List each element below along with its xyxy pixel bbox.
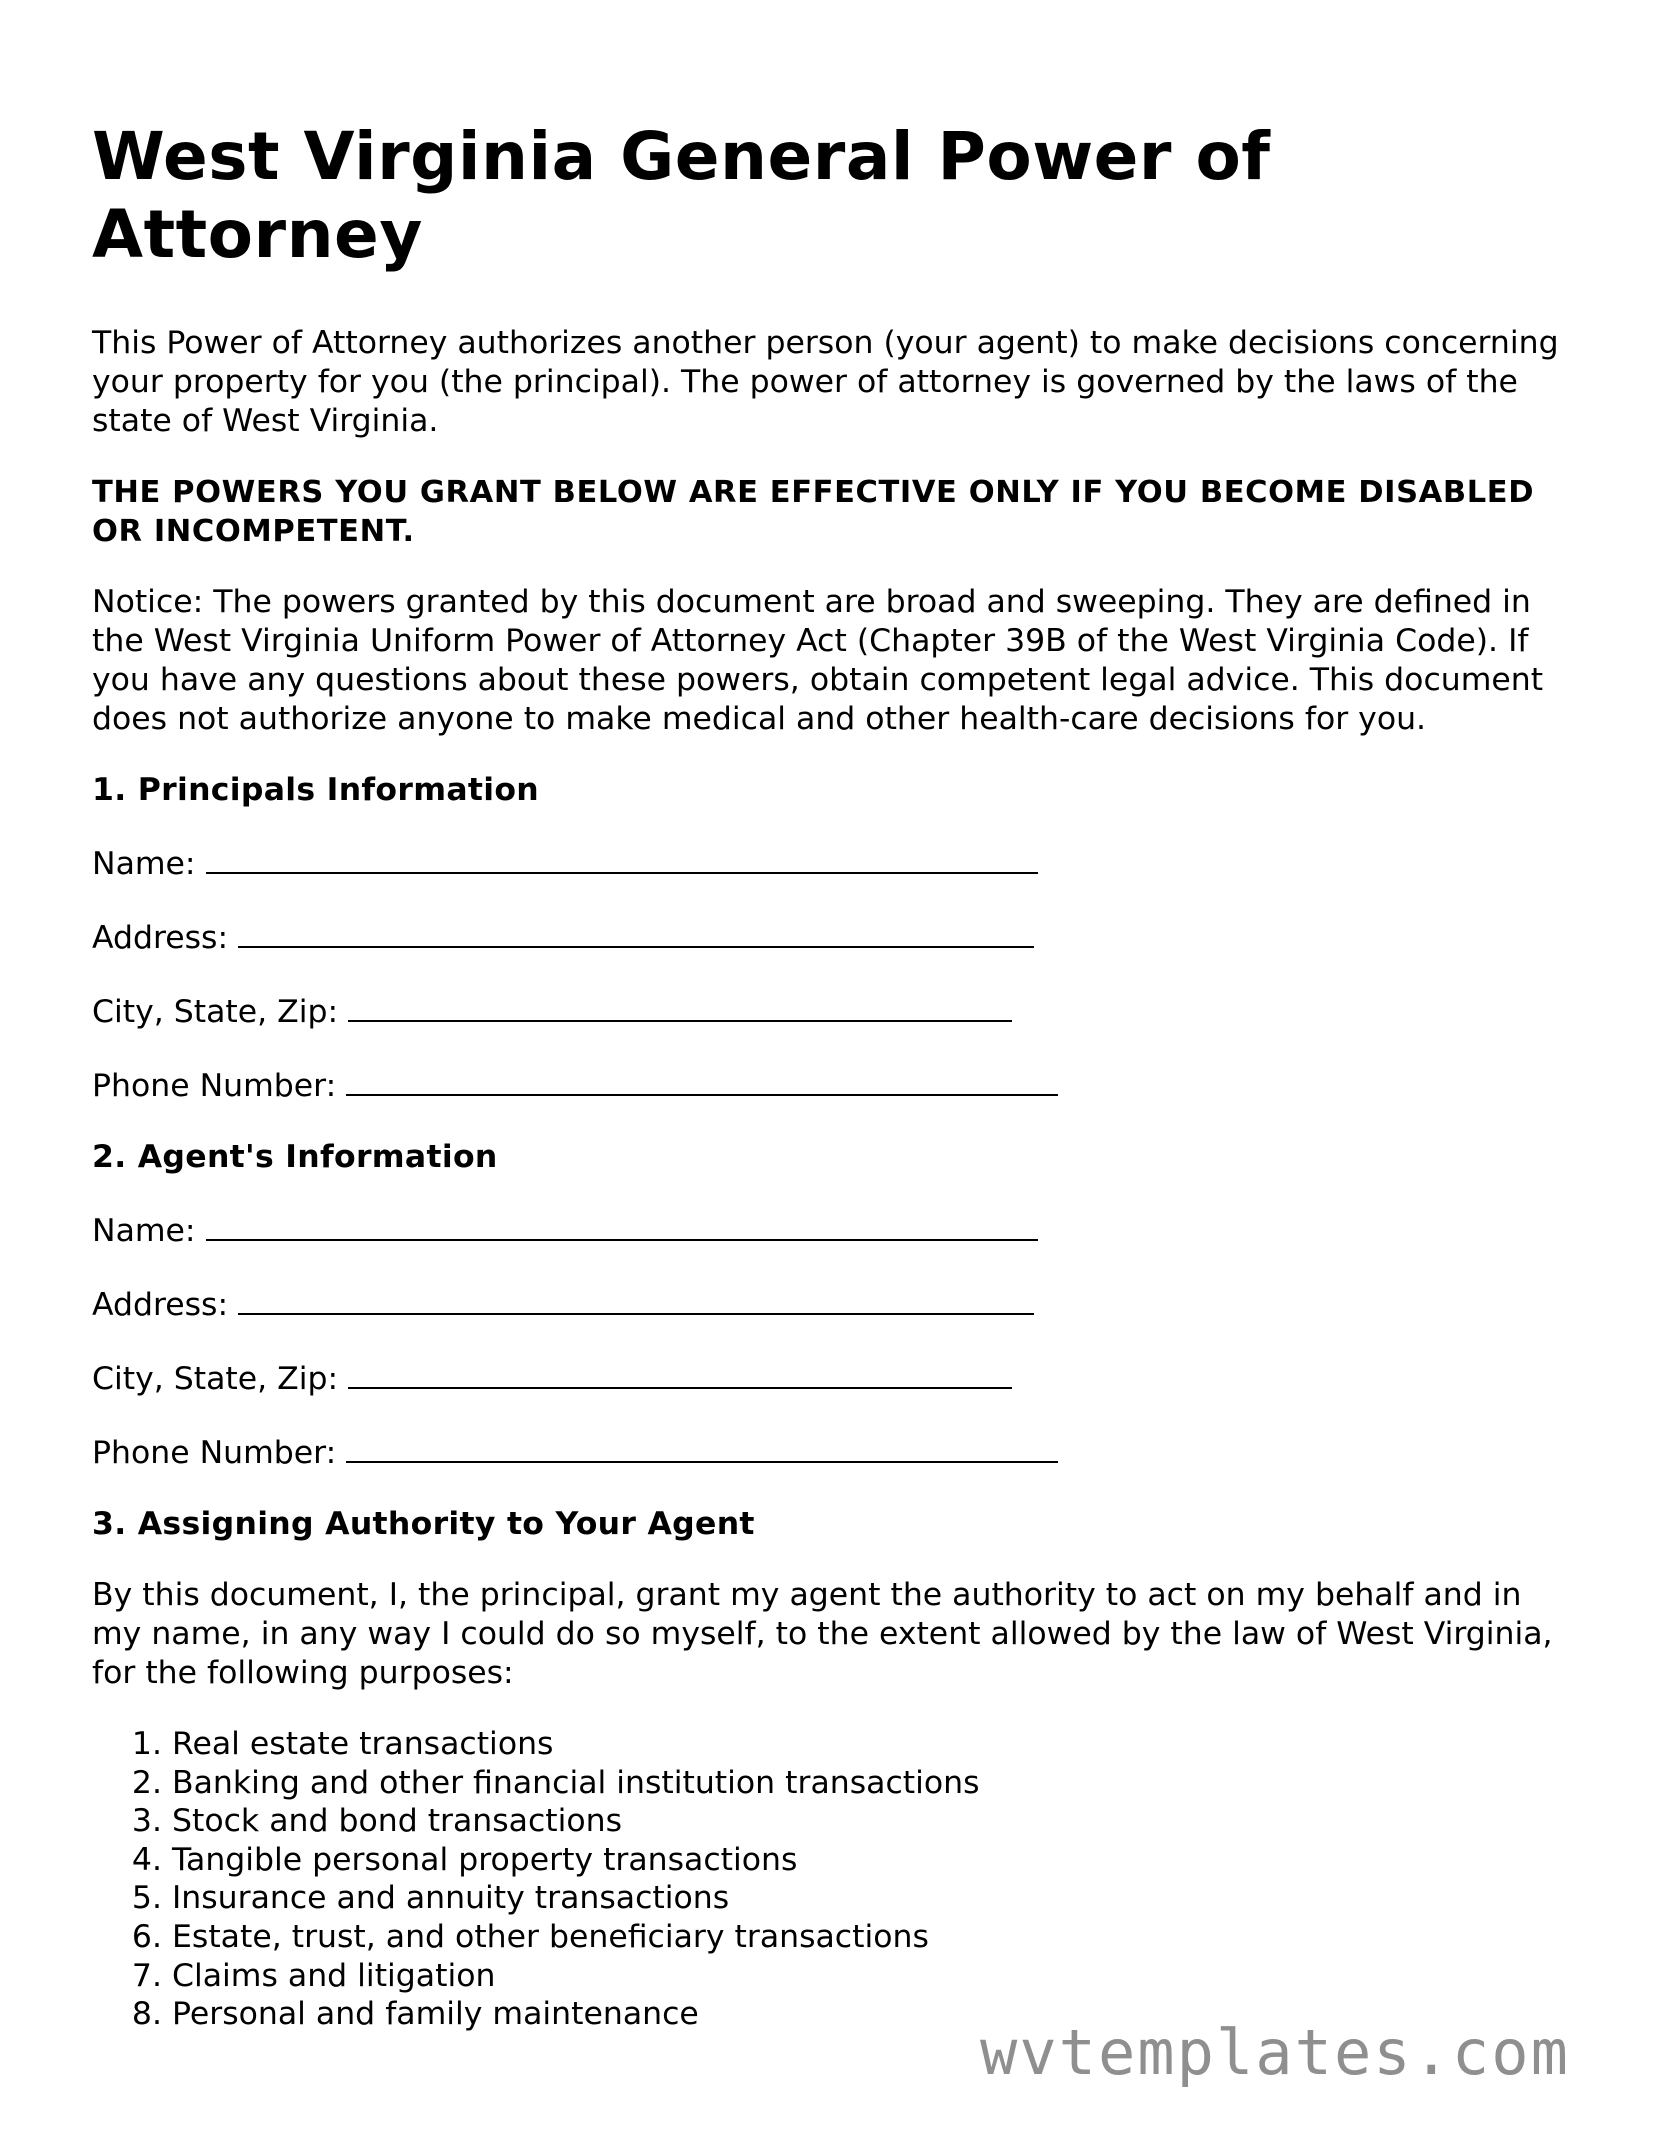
agent-name-line[interactable] — [206, 1209, 1038, 1241]
principal-address-field[interactable] — [92, 916, 1572, 958]
list-item: 3. Stock and bond transactions — [172, 1802, 1572, 1841]
list-item: 8. Personal and family maintenance — [172, 1995, 1572, 2034]
agent-city-label: City, State, Zip: — [92, 1361, 339, 1397]
list-item: 4. Tangible personal property transactions — [172, 1841, 1572, 1880]
agent-phone-label: Phone Number: — [92, 1435, 337, 1471]
list-item: 1. Real estate transactions — [172, 1725, 1572, 1764]
warning-paragraph: THE POWERS YOU GRANT BELOW ARE EFFECTIVE ONLY IF YOU BECOME DISABLED OR INCOMPETENT. — [92, 475, 1535, 549]
document-title: West Virginia General Power of Attorney — [92, 118, 1271, 273]
principal-city-field[interactable] — [92, 990, 1572, 1032]
agent-city-line[interactable] — [348, 1357, 1012, 1389]
agent-address-label: Address: — [92, 1287, 229, 1323]
principal-city-label: City, State, Zip: — [92, 994, 339, 1030]
principal-phone-field[interactable] — [92, 1064, 1572, 1106]
agent-phone-field[interactable] — [92, 1431, 1572, 1473]
principal-city-line[interactable] — [348, 990, 1012, 1022]
watermark: wvtemplates.com — [980, 2016, 1570, 2089]
agent-phone-line[interactable] — [346, 1431, 1058, 1463]
agent-address-line[interactable] — [238, 1283, 1034, 1315]
notice-paragraph: Notice: The powers granted by this document are broad and sweeping. They are defined in the West Virginia Uniform Power of Attorney Act (Chapter 39B of the West Virginia Code). If you have any questions about these powers, obtain competent legal advice. This document does not authorize anyone to make medical and other health-care decisions for you. — [92, 584, 1544, 737]
principal-address-label: Address: — [92, 920, 229, 956]
principal-name-line[interactable] — [206, 842, 1038, 874]
principal-phone-label: Phone Number: — [92, 1068, 337, 1104]
agent-section-heading: 2. Agent's Information — [92, 1139, 498, 1175]
principal-name-label: Name: — [92, 846, 196, 882]
agent-address-field[interactable] — [92, 1283, 1572, 1325]
agent-name-label: Name: — [92, 1213, 196, 1249]
principal-name-field[interactable] — [92, 842, 1572, 884]
document-page — [92, 118, 1572, 2034]
agent-city-field[interactable] — [92, 1357, 1572, 1399]
authority-section-heading: 3. Assigning Authority to Your Agent — [92, 1506, 755, 1542]
list-item: 6. Estate, trust, and other beneficiary transactions — [172, 1918, 1572, 1957]
agent-name-field[interactable] — [92, 1209, 1572, 1251]
intro-paragraph: This Power of Attorney authorizes another person (your agent) to make decisions concerning your property for you (the principal). The power of attorney is governed by the laws of the state of West Virginia. — [92, 325, 1559, 439]
principal-section-heading: 1. Principals Information — [92, 772, 540, 808]
principal-phone-line[interactable] — [346, 1064, 1058, 1096]
list-item: 2. Banking and other financial institution transactions — [172, 1764, 1572, 1803]
list-item: 5. Insurance and annuity transactions — [172, 1879, 1572, 1918]
principal-address-line[interactable] — [238, 916, 1034, 948]
purposes-list — [92, 1725, 1572, 2034]
list-item: 7. Claims and litigation — [172, 1957, 1572, 1996]
authority-paragraph: By this document, I, the principal, grant my agent the authority to act on my behalf and in my name, in any way I could do so myself, to the extent allowed by the law of West Virginia, for the following purposes: — [92, 1577, 1553, 1691]
